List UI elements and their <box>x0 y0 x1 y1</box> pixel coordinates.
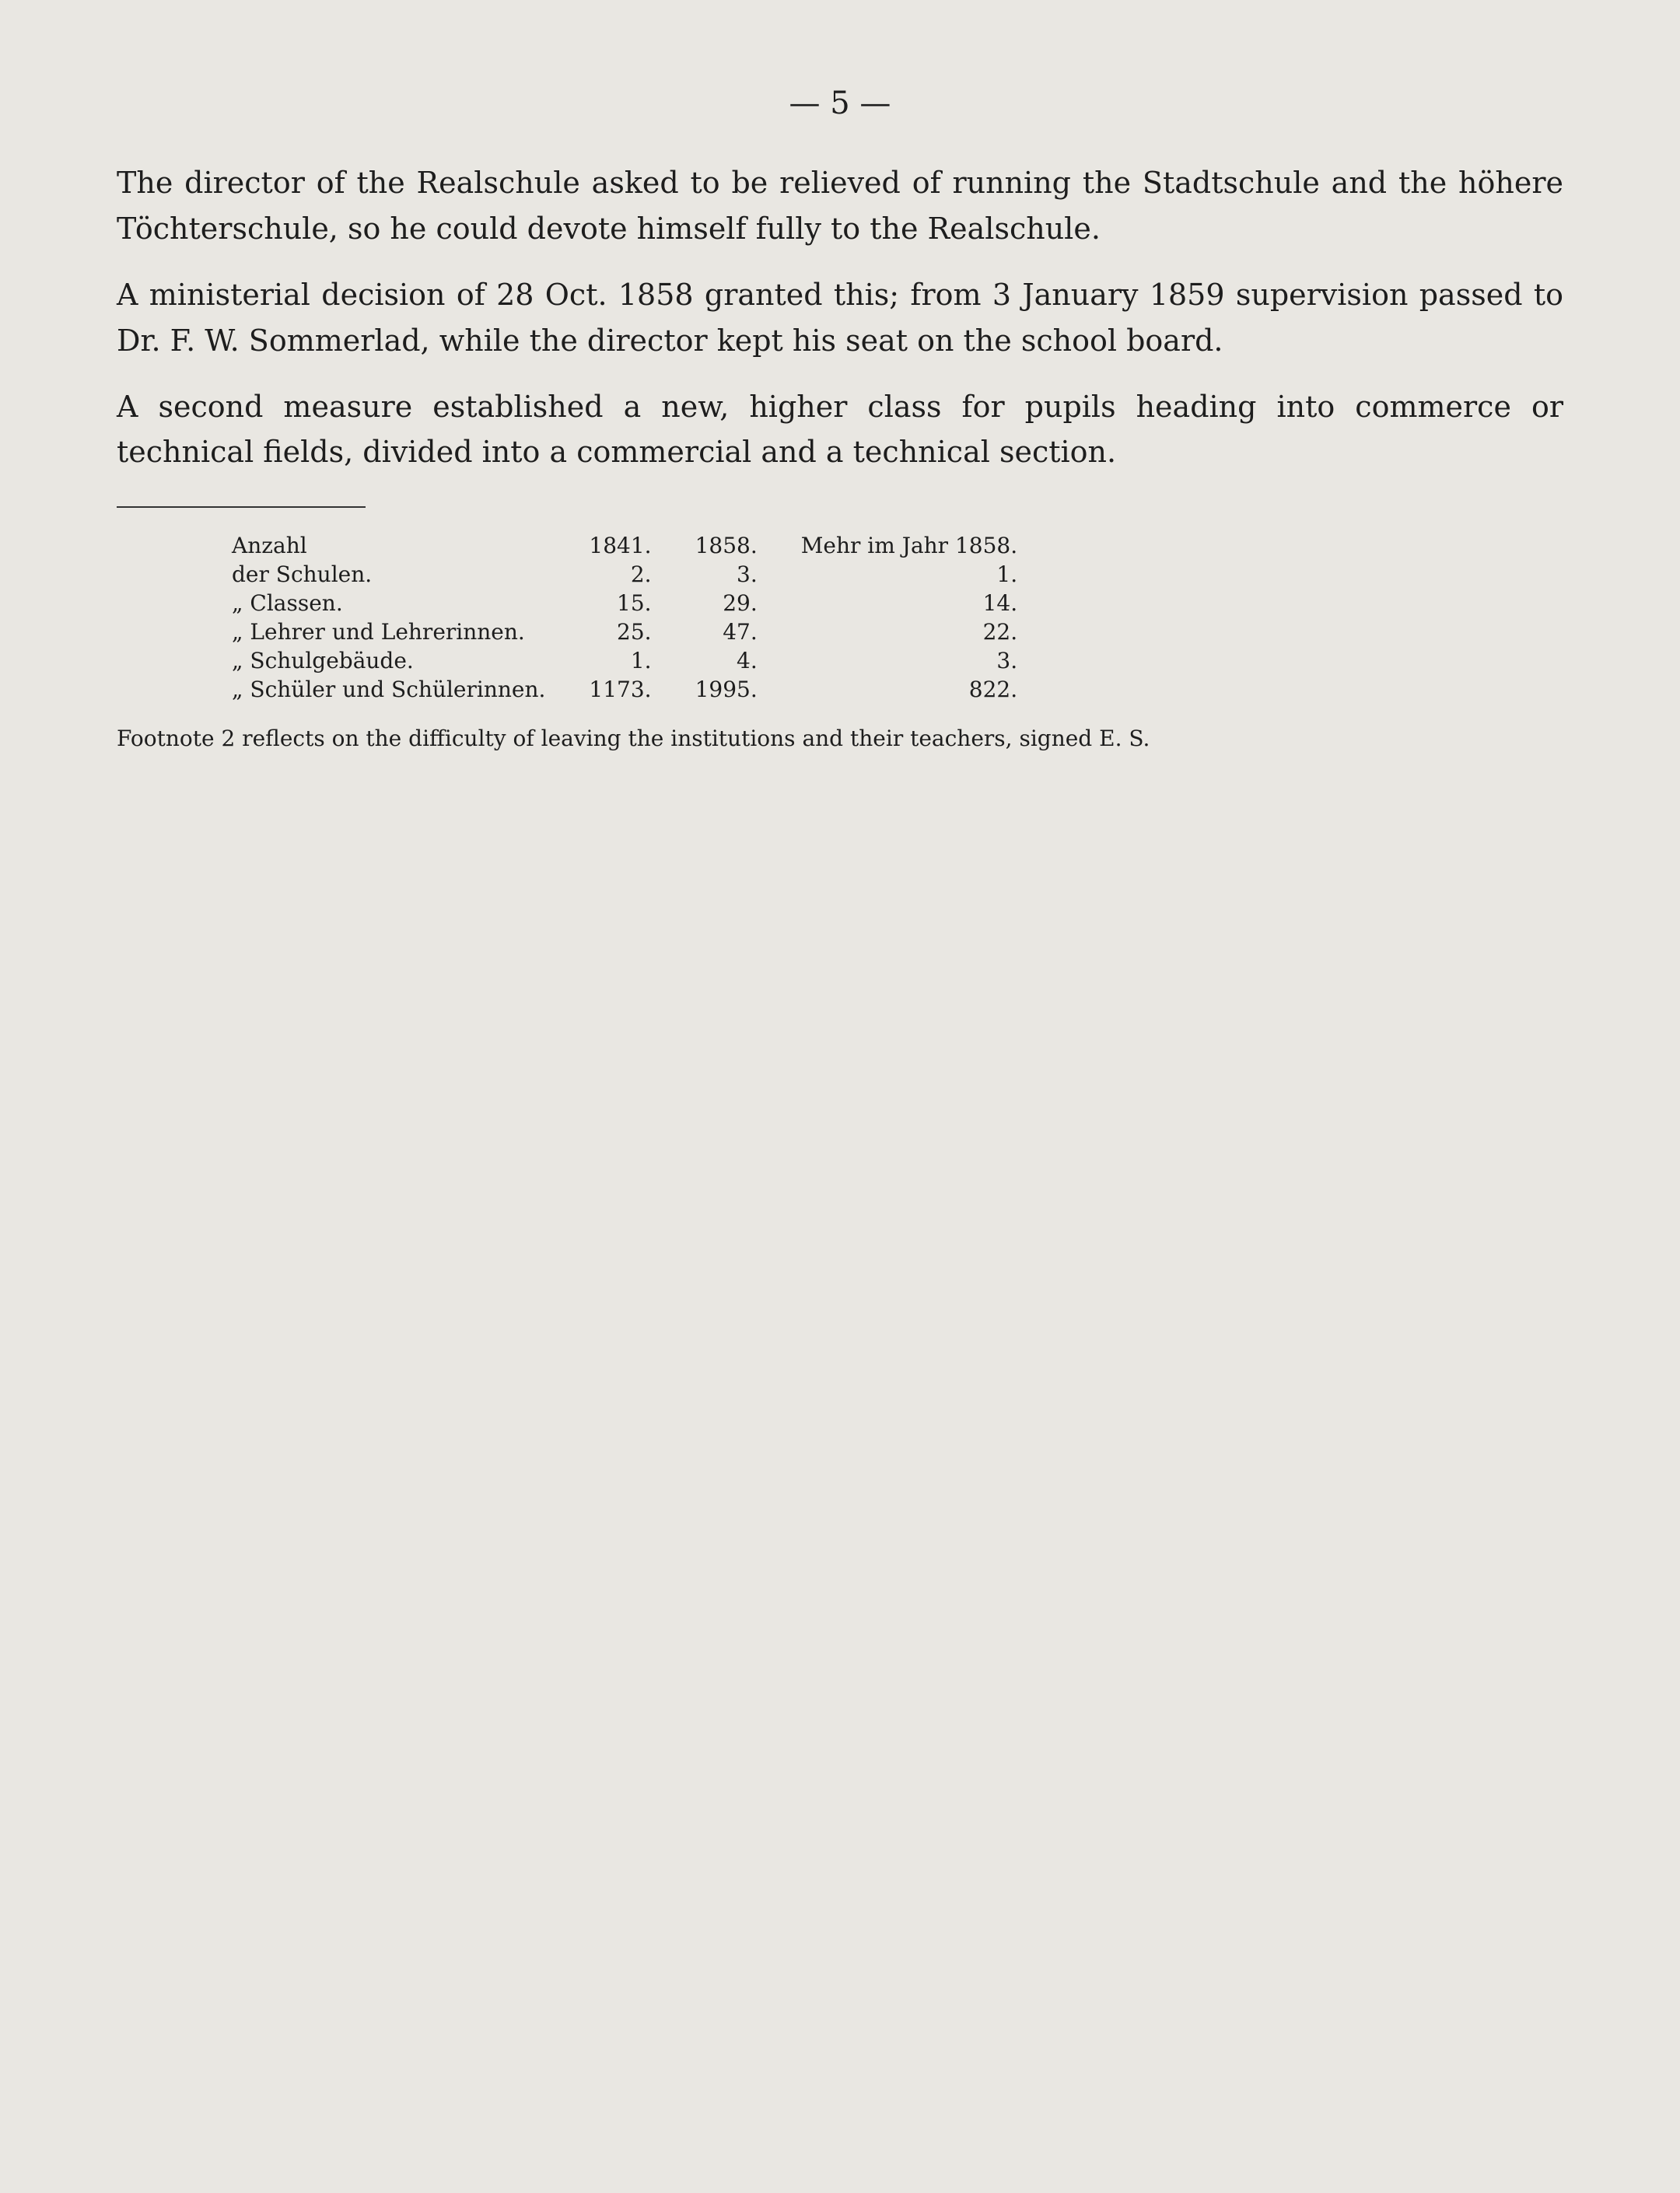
summary-paragraph-3: A second measure established a new, higher class for pupils heading into commerce or technical fields, divided into a commercial and a technical section. <box>117 389 1563 470</box>
table-cell: 3. <box>737 561 758 588</box>
table-cell: 15. <box>617 590 652 617</box>
footnote-2: Footnote 2 reflects on the difficulty of leaving the institutions and their teachers, signed E. S. <box>117 726 1150 752</box>
table-row <box>210 589 1039 617</box>
table-row <box>210 617 1039 646</box>
table-cell: 22. <box>982 619 1018 645</box>
page-number: — 5 — <box>789 86 891 121</box>
table-header: 1858. <box>695 533 758 559</box>
table-cell: 1173. <box>589 677 652 703</box>
body-text <box>117 160 1563 475</box>
table-row <box>210 646 1039 675</box>
table-cell: der Schulen. <box>232 561 373 588</box>
school-statistics-table <box>210 531 1039 704</box>
table-cell: 14. <box>982 590 1018 617</box>
table-body <box>210 560 1039 704</box>
table-row <box>210 560 1039 589</box>
table-cell: 822. <box>968 677 1018 703</box>
table-cell: „ Schüler und Schülerinnen. <box>232 677 546 703</box>
table-cell: 25. <box>617 619 652 645</box>
table-header: 1841. <box>589 533 652 559</box>
table-cell: 1. <box>996 561 1018 588</box>
table-cell: 47. <box>723 619 758 645</box>
summary-paragraph-2: A ministerial decision of 28 Oct. 1858 granted this; from 3 January 1859 supervision passed to Dr. F. W. Sommerlad, while the director kept his seat on the school board. <box>117 277 1563 358</box>
table-cell: 1995. <box>695 677 758 703</box>
table-header: Mehr im Jahr 1858. <box>800 533 1018 559</box>
table-header-row <box>210 531 1039 560</box>
summary-paragraph-1: The director of the Realschule asked to be relieved of running the Stadtschule and the höhere Töchterschule, so he could devote himself fully to the Realschule. <box>117 166 1563 246</box>
table-cell: 29. <box>723 590 758 617</box>
table-cell: 4. <box>737 648 758 674</box>
table-cell: „ Classen. <box>232 590 343 617</box>
table-cell: 2. <box>630 561 652 588</box>
table-cell: 1. <box>630 648 652 674</box>
footnote-divider <box>117 506 366 508</box>
table-cell: 3. <box>996 648 1018 674</box>
table-cell: „ Schulgebäude. <box>232 648 414 674</box>
table-header: Anzahl <box>232 533 307 559</box>
table-cell: „ Lehrer und Lehrerinnen. <box>232 619 525 645</box>
table-row <box>210 675 1039 704</box>
